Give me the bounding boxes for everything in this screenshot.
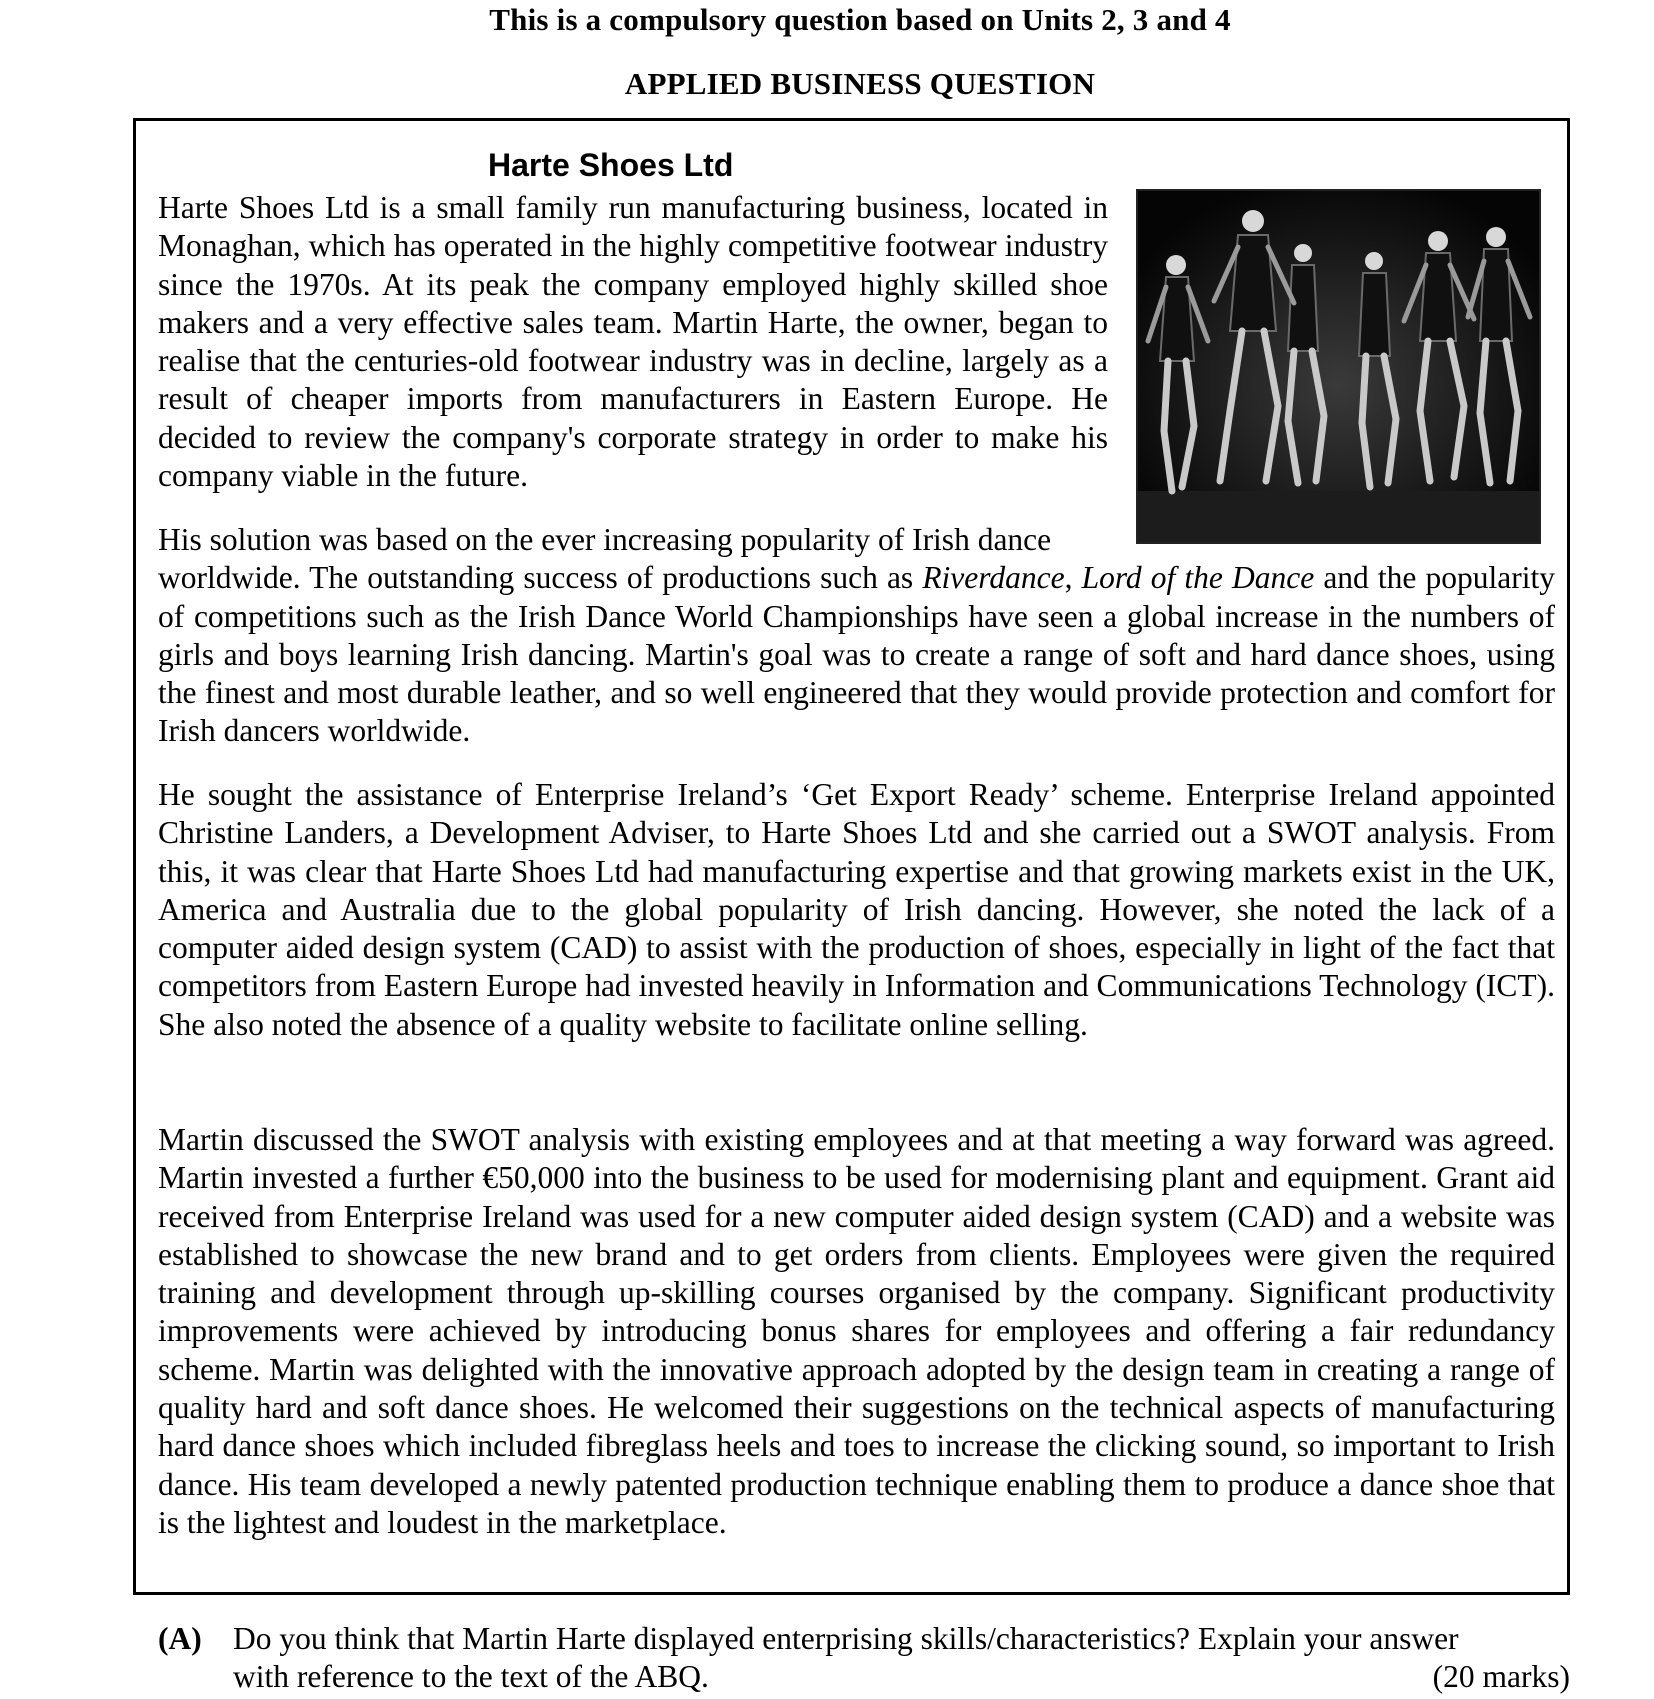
paragraph-2-text-c: and the popularity of competitions such as the Irish Dance World Championships have seen a global increase in the numbers of girls and boys learning Irish dancing. Martin's goal was to create a range of soft and hard dance shoes, using the finest and most durable leather, and so well engineered that they would provide protection and comfort for Irish dancers worldwide.: [158, 560, 1555, 749]
case-study-title: Harte Shoes Ltd: [488, 147, 734, 183]
question-line-1: Do you think that Martin Harte displayed enterprising skills/characteristics? Explain your answer: [233, 1621, 1459, 1656]
question-text: [233, 1620, 1570, 1696]
question-line-2: with reference to the text of the ABQ.: [233, 1659, 709, 1694]
paragraph-2: [158, 521, 1555, 751]
irish-dancers-photo: [1136, 189, 1541, 544]
exam-instruction: This is a compulsory question based on Units 2, 3 and 4: [489, 2, 1231, 37]
paragraph-2-text-a: worldwide. The outstanding success of productions such as: [158, 560, 923, 596]
paragraph-2-text-b: ,: [1064, 560, 1082, 596]
paragraph-4: Martin discussed the SWOT analysis with existing employees and at that meeting a way forward was agreed. Martin invested a further €50,000 into the business to be used for modernising plant and equipment. Grant aid received from Enterprise Ireland was used for a new computer aided design system (CAD) and a website was established to showcase the new brand and to get orders from clients. Employees were given the required training and development through up-skilling courses organised by the company. Significant productivity improvements were achieved by introducing bonus shares for employees and offering a fair redundancy scheme. Martin was delighted with the innovative approach adopted by the design team in creating a range of quality hard and soft dance shoes. He welcomed their suggestions on the technical aspects of manufacturing hard dance shoes which included fibreglass heels and toes to increase the clicking sound, so important to Irish dance. His team developed a newly patented production technique enabling them to produce a dance shoe that is the lightest and loudest in the marketplace.: [158, 1122, 1555, 1540]
section-title: APPLIED BUSINESS QUESTION: [624, 66, 1096, 101]
production-name-lord-of-the-dance: Lord of the Dance: [1081, 560, 1315, 596]
question-marks: (20 marks): [1432, 1659, 1570, 1694]
question-label: (A): [158, 1621, 202, 1656]
paragraph-2-first-line: His solution was based on the ever increasing popularity of Irish dance: [158, 522, 1052, 557]
paragraph-1: Harte Shoes Ltd is a small family run manufacturing business, located in Monaghan, which has operated in the highly competitive footwear industry since the 1970s. At its peak the company employed highly skilled shoe makers and a very effective sales team. Martin Harte, the owner, began to realise that the centuries-old footwear industry was in decline, largely as a result of cheaper imports from manufacturers in Eastern Europe. He decided to review the company's corporate strategy in order to make his company viable in the future.: [158, 190, 1108, 494]
production-name-riverdance: Riverdance: [922, 560, 1065, 596]
paragraph-3: He sought the assistance of Enterprise Ireland’s ‘Get Export Ready’ scheme. Enterprise Ireland appointed Christine Landers, a Development Adviser, to Harte Shoes Ltd and she carried out a SWOT analysis. From this, it was clear that Harte Shoes Ltd had manufacturing expertise and that growing markets exist in the UK, America and Australia due to the global popularity of Irish dancing. However, she noted the lack of a computer aided design system (CAD) to assist with the production of shoes, especially in light of the fact that competitors from Eastern Europe had invested heavily in Information and Communications Technology (ICT). She also noted the absence of a quality website to facilitate online selling.: [158, 777, 1555, 1042]
